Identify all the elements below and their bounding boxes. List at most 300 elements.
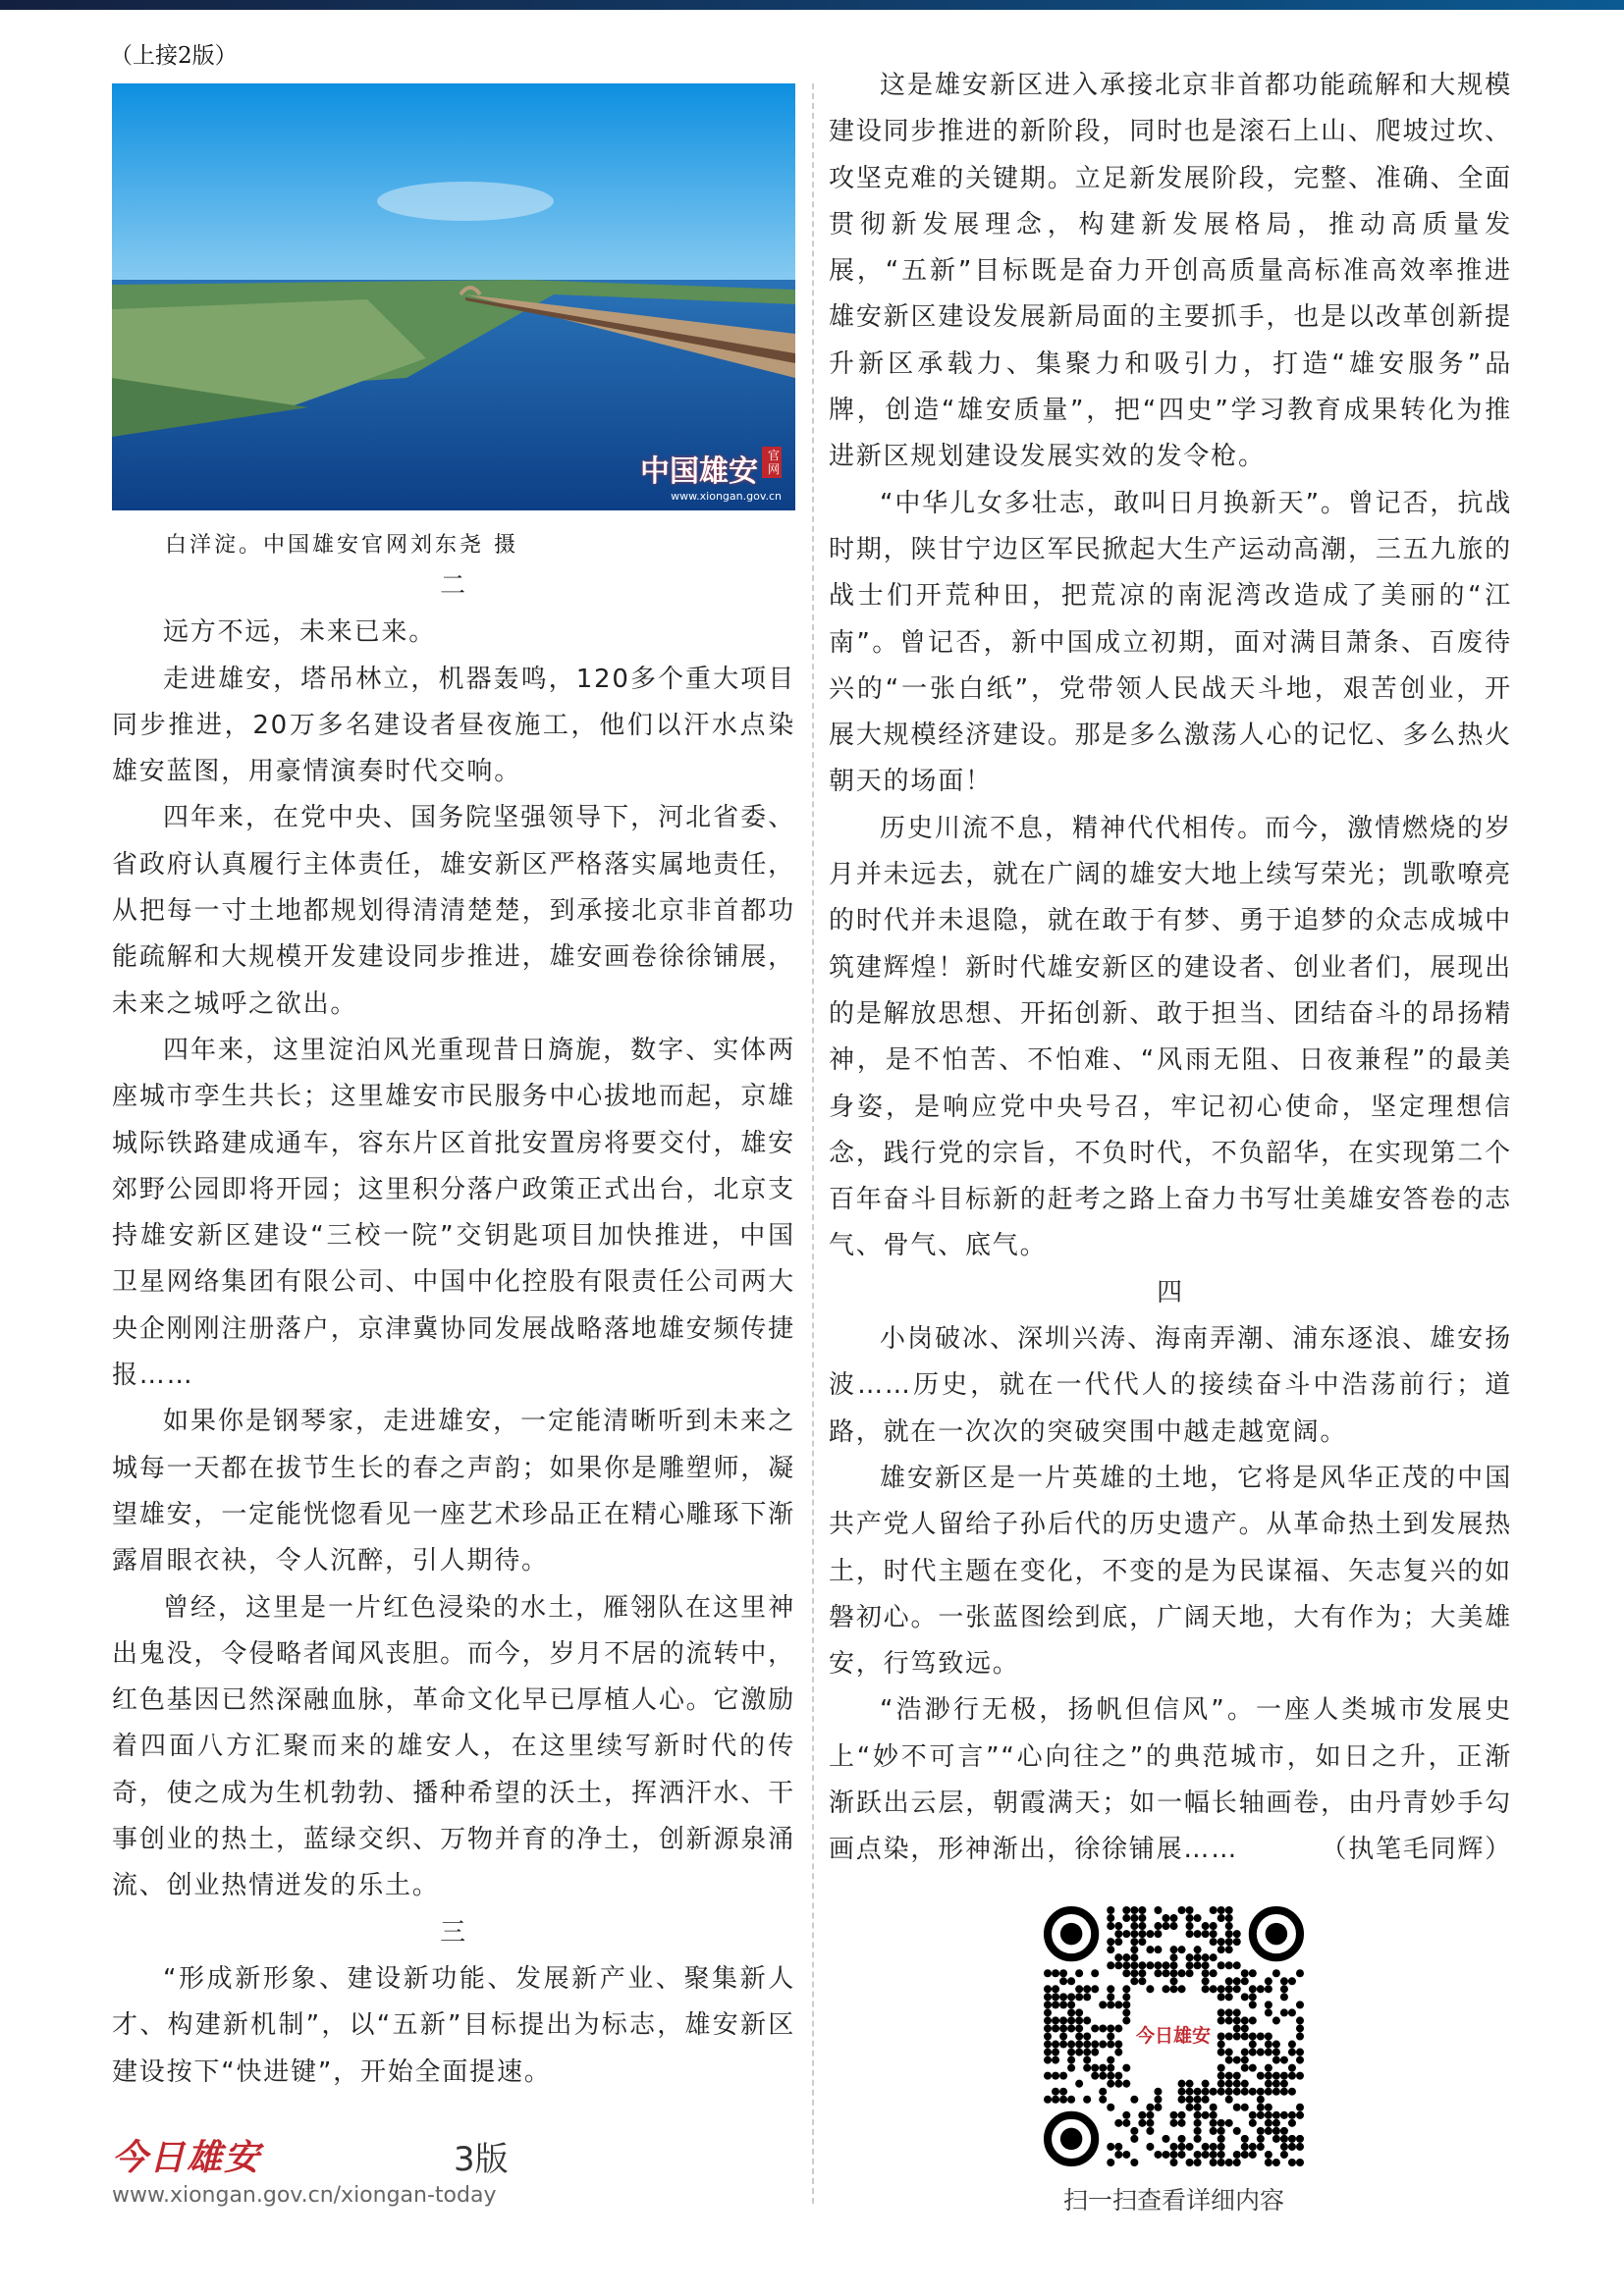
qr-module xyxy=(1154,1930,1162,1938)
qr-module xyxy=(1288,2064,1296,2072)
qr-module xyxy=(1114,2041,1122,2049)
qr-module xyxy=(1249,2111,1257,2119)
paragraph: “形成新形象、建设新功能、发展新产业、聚集新人才、构建新机制”，以“五新”目标提出为标志，雄安新区建设按下“快进键”，开始全面提速。 xyxy=(112,1963,795,2087)
qr-module xyxy=(1218,2041,1225,2049)
qr-module xyxy=(1280,1985,1288,1993)
qr-module xyxy=(1265,2119,1272,2127)
qr-module xyxy=(1194,2111,1202,2119)
qr-module xyxy=(1288,2049,1296,2056)
qr-module xyxy=(1169,1922,1177,1930)
qr-module xyxy=(1186,2159,1194,2166)
qr-module xyxy=(1225,1961,1233,1969)
qr-module xyxy=(1044,2016,1052,2024)
qr-module xyxy=(1218,1993,1225,2001)
qr-module xyxy=(1130,1914,1138,1922)
qr-module xyxy=(1233,2080,1241,2088)
qr-module xyxy=(1114,2024,1122,2032)
qr-module xyxy=(1225,1930,1233,1938)
qr-module xyxy=(1107,2024,1114,2032)
qr-module xyxy=(1265,2159,1272,2166)
qr-module xyxy=(1218,2119,1225,2127)
qr-module xyxy=(1044,2008,1052,2016)
qr-module xyxy=(1225,2072,1233,2080)
qr-module xyxy=(1059,2016,1067,2024)
qr-module xyxy=(1122,1985,1130,1993)
qr-module xyxy=(1138,2119,1146,2127)
qr-module xyxy=(1146,2127,1154,2135)
qr-module xyxy=(1202,1985,1210,1993)
qr-module xyxy=(1241,2056,1249,2064)
qr-module xyxy=(1099,2024,1107,2032)
qr-module xyxy=(1265,1977,1272,1985)
qr-module xyxy=(1218,1914,1225,1922)
qr-module xyxy=(1044,2041,1052,2049)
qr-module xyxy=(1146,1985,1154,1993)
qr-module xyxy=(1272,2056,1280,2064)
qr-module xyxy=(1257,2088,1265,2096)
website-url[interactable]: www.xiongan.gov.cn/xiongan-today xyxy=(112,2183,497,2208)
qr-module xyxy=(1225,2008,1233,2016)
qr-module xyxy=(1257,2127,1265,2135)
qr-module xyxy=(1107,2041,1114,2049)
newspaper-logo: 今日雄安 xyxy=(112,2137,262,2178)
qr-module xyxy=(1265,2001,1272,2008)
qr-module xyxy=(1114,2072,1122,2080)
qr-module xyxy=(1122,1961,1130,1969)
qr-module xyxy=(1162,1914,1169,1922)
qr-module xyxy=(1272,2111,1280,2119)
qr-module xyxy=(1138,1906,1146,1914)
qr-module xyxy=(1107,2064,1114,2072)
qr-module xyxy=(1296,2104,1304,2111)
paragraph xyxy=(829,1687,1512,1873)
qr-module xyxy=(1178,2119,1186,2127)
qr-module xyxy=(1067,2056,1075,2064)
qr-module xyxy=(1059,2024,1067,2032)
qr-module xyxy=(1107,1961,1114,1969)
qr-module xyxy=(1052,2096,1059,2104)
qr-module xyxy=(1178,2151,1186,2159)
qr-module xyxy=(1272,2088,1280,2096)
qr-module xyxy=(1067,2041,1075,2049)
qr-module xyxy=(1138,1969,1146,1977)
qr-module xyxy=(1218,2135,1225,2143)
qr-module xyxy=(1280,2008,1288,2016)
qr-module xyxy=(1202,2151,1210,2159)
qr-module xyxy=(1169,1985,1177,1993)
qr-module xyxy=(1210,2119,1218,2127)
qr-module xyxy=(1044,2001,1052,2008)
qr-module xyxy=(1178,2135,1186,2143)
qr-module xyxy=(1178,1969,1186,1977)
qr-module xyxy=(1099,2064,1107,2072)
paragraph: 小岗破冰、深圳兴涛、海南弄潮、浦东逐浪、雄安扬波……历史，就在一代代人的接续奋斗中浩荡前行；道路，就在一次次的突破突围中越走越宽阔。 xyxy=(829,1324,1512,1447)
qr-module xyxy=(1194,1930,1202,1938)
qr-module xyxy=(1288,2143,1296,2151)
qr-module xyxy=(1107,2159,1114,2166)
qr-module xyxy=(1067,1993,1075,2001)
qr-module xyxy=(1225,1922,1233,1930)
qr-module xyxy=(1052,2001,1059,2008)
section-heading-3: 三 xyxy=(440,1917,467,1948)
qr-module xyxy=(1059,1969,1067,1977)
qr-module xyxy=(1280,2151,1288,2159)
qr-module xyxy=(1241,2064,1249,2072)
qr-module xyxy=(1052,2016,1059,2024)
qr-module xyxy=(1107,2056,1114,2064)
qr-module xyxy=(1107,2072,1114,2080)
qr-module xyxy=(1162,1969,1169,1977)
article-left-column xyxy=(112,563,795,2096)
qr-module xyxy=(1202,2111,1210,2119)
qr-module xyxy=(1194,1914,1202,1922)
qr-module xyxy=(1059,2088,1067,2096)
qr-module xyxy=(1067,2049,1075,2056)
qr-module xyxy=(1169,1914,1177,1922)
qr-module xyxy=(1052,2041,1059,2049)
qr-module xyxy=(1249,1985,1257,1993)
paragraph: 走进雄安，塔吊林立，机器轰鸣，120多个重大项目同步推进，20万多名建设者昼夜施工，他们以汗水点染雄安蓝图，用豪情演奏时代交响。 xyxy=(112,664,795,787)
qr-module xyxy=(1186,1906,1194,1914)
qr-module xyxy=(1272,2135,1280,2143)
qr-module xyxy=(1044,2056,1052,2064)
qr-module xyxy=(1107,1914,1114,1922)
qr-module xyxy=(1218,2143,1225,2151)
qr-module xyxy=(1218,2049,1225,2056)
qr-module xyxy=(1296,2016,1304,2024)
qr-module xyxy=(1178,2080,1186,2088)
qr-module xyxy=(1067,2024,1075,2032)
qr-finder-dot xyxy=(1266,1923,1287,1945)
qr-module xyxy=(1169,1946,1177,1953)
qr-module xyxy=(1257,2111,1265,2119)
qr-module xyxy=(1296,2049,1304,2056)
qr-module xyxy=(1091,1969,1099,1977)
qr-module xyxy=(1130,1961,1138,1969)
qr-module xyxy=(1218,1938,1225,1946)
qr-module xyxy=(1075,2080,1083,2088)
qr-module xyxy=(1154,2104,1162,2111)
qr-code[interactable] xyxy=(1044,1906,1304,2166)
qr-module xyxy=(1154,1969,1162,1977)
qr-module xyxy=(1186,1953,1194,1961)
qr-module xyxy=(1265,2104,1272,2111)
paragraph-text: “浩渺行无极，扬帆但信风”。一座人类城市发展史上“妙不可言”“心向往之”的典范城市，如日之升，正渐渐跃出云层，朝霞满天；如一幅长轴画卷，由丹青妙手勾画点染，形神渐出，徐徐铺展…… xyxy=(829,1695,1512,1865)
qr-module xyxy=(1225,2056,1233,2064)
qr-module xyxy=(1257,2143,1265,2151)
paragraph: 曾经，这里是一片红色浸染的水土，雁翎队在这里神出鬼没，令侵略者闻风丧胆。而今，岁月不居的流转中，红色基因已然深融血脉，革命文化早已厚植人心。它激励着四面八方汇聚而来的雄安人，在这里续写新时代的传奇，使之成为生机勃勃、播种希望的沃土，挥洒汗水、干事创业的热土，蓝绿交织、万物并育的净土，创新源泉涌流、创业热情迸发的乐土。 xyxy=(112,1592,795,1901)
qr-module xyxy=(1099,2041,1107,2049)
baiyangdian-photo xyxy=(112,83,795,510)
qr-module xyxy=(1272,2119,1280,2127)
qr-module xyxy=(1249,2088,1257,2096)
qr-module xyxy=(1186,1914,1194,1922)
qr-module xyxy=(1194,2127,1202,2135)
qr-module xyxy=(1138,1938,1146,1946)
qr-module xyxy=(1083,2016,1091,2024)
qr-module xyxy=(1265,2088,1272,2096)
qr-module xyxy=(1241,2151,1249,2159)
qr-module xyxy=(1169,2119,1177,2127)
top-banner-bar xyxy=(0,0,1624,10)
qr-module xyxy=(1186,1969,1194,1977)
qr-module xyxy=(1059,2072,1067,2080)
qr-module xyxy=(1075,1993,1083,2001)
qr-module xyxy=(1241,2088,1249,2096)
qr-module xyxy=(1075,1969,1083,1977)
qr-module xyxy=(1075,2041,1083,2049)
qr-module xyxy=(1249,2016,1257,2024)
qr-module xyxy=(1162,2135,1169,2143)
qr-module xyxy=(1059,1977,1067,1985)
qr-module xyxy=(1225,2088,1233,2096)
qr-module xyxy=(1233,2016,1241,2024)
qr-module xyxy=(1249,2064,1257,2072)
qr-module xyxy=(1130,1946,1138,1953)
qr-module xyxy=(1225,2032,1233,2040)
qr-module xyxy=(1233,2032,1241,2040)
qr-module xyxy=(1130,1906,1138,1914)
qr-module xyxy=(1178,1985,1186,1993)
qr-module xyxy=(1091,2072,1099,2080)
qr-module xyxy=(1052,1985,1059,1993)
qr-module xyxy=(1265,2008,1272,2016)
qr-module xyxy=(1052,1993,1059,2001)
qr-module xyxy=(1091,2064,1099,2072)
qr-module xyxy=(1122,2080,1130,2088)
qr-module xyxy=(1091,2049,1099,2056)
qr-module xyxy=(1186,2088,1194,2096)
qr-module xyxy=(1288,2041,1296,2049)
qr-module xyxy=(1044,1993,1052,2001)
qr-module xyxy=(1218,2127,1225,2135)
qr-module xyxy=(1059,1993,1067,2001)
qr-module xyxy=(1265,2127,1272,2135)
qr-module xyxy=(1146,1946,1154,1953)
qr-module xyxy=(1130,1938,1138,1946)
qr-module xyxy=(1169,2111,1177,2119)
qr-module xyxy=(1210,2151,1218,2159)
qr-module xyxy=(1218,1946,1225,1953)
qr-module xyxy=(1225,2049,1233,2056)
qr-module xyxy=(1265,2080,1272,2088)
qr-module xyxy=(1241,2104,1249,2111)
qr-module xyxy=(1202,1961,1210,1969)
qr-module xyxy=(1233,1977,1241,1985)
qr-module xyxy=(1218,2032,1225,2040)
qr-module xyxy=(1067,1977,1075,1985)
qr-module xyxy=(1194,2135,1202,2143)
qr-module xyxy=(1083,1993,1091,2001)
qr-module xyxy=(1280,2127,1288,2135)
qr-module xyxy=(1210,1906,1218,1914)
qr-module xyxy=(1169,2143,1177,2151)
qr-module xyxy=(1257,2135,1265,2143)
qr-module xyxy=(1130,2096,1138,2104)
qr-module xyxy=(1272,1969,1280,1977)
qr-module xyxy=(1241,2080,1249,2088)
qr-module xyxy=(1130,1922,1138,1930)
qr-module xyxy=(1194,1953,1202,1961)
qr-module xyxy=(1146,2143,1154,2151)
qr-module xyxy=(1044,2032,1052,2040)
qr-module xyxy=(1210,1922,1218,1930)
paragraph: 如果你是钢琴家，走进雄安，一定能清晰听到未来之城每一天都在拔节生长的春之声韵；如果你是雕塑师，凝望雄安，一定能恍惚看见一座艺术珍品正在精心雕琢下渐露眉眼衣袂，令人沉醉，引人期待。 xyxy=(112,1407,795,1576)
qr-module xyxy=(1052,1969,1059,1977)
photo-caption: 白洋淀。中国雄安官网刘东尧 摄 xyxy=(165,533,518,558)
qr-module xyxy=(1067,2016,1075,2024)
qr-module xyxy=(1225,1906,1233,1914)
qr-module xyxy=(1154,1946,1162,1953)
qr-module xyxy=(1280,2080,1288,2088)
qr-module xyxy=(1296,2159,1304,2166)
qr-module xyxy=(1107,2143,1114,2151)
qr-module xyxy=(1186,2096,1194,2104)
qr-module xyxy=(1288,2008,1296,2016)
qr-module xyxy=(1186,2143,1194,2151)
qr-module xyxy=(1218,2080,1225,2088)
qr-module xyxy=(1107,2104,1114,2111)
qr-module xyxy=(1083,2041,1091,2049)
qr-module xyxy=(1288,1977,1296,1985)
qr-module xyxy=(1059,2001,1067,2008)
qr-module xyxy=(1218,2016,1225,2024)
qr-module xyxy=(1218,1906,1225,1914)
qr-module xyxy=(1272,2127,1280,2135)
qr-module xyxy=(1194,1961,1202,1969)
qr-module xyxy=(1233,1930,1241,1938)
qr-module xyxy=(1107,1946,1114,1953)
qr-module xyxy=(1154,1906,1162,1914)
qr-module xyxy=(1210,1938,1218,1946)
qr-module xyxy=(1107,2001,1114,2008)
qr-module xyxy=(1169,1969,1177,1977)
qr-module xyxy=(1225,2080,1233,2088)
qr-module xyxy=(1146,1961,1154,1969)
qr-module xyxy=(1178,2096,1186,2104)
qr-module xyxy=(1130,1977,1138,1985)
qr-module xyxy=(1241,2024,1249,2032)
qr-module xyxy=(1075,2016,1083,2024)
qr-module xyxy=(1107,1906,1114,1914)
qr-module xyxy=(1257,2049,1265,2056)
qr-module xyxy=(1210,2104,1218,2111)
qr-module xyxy=(1202,2088,1210,2096)
qr-module xyxy=(1122,2001,1130,2008)
qr-module xyxy=(1225,1977,1233,1985)
qr-module xyxy=(1146,2119,1154,2127)
qr-module xyxy=(1288,2135,1296,2143)
qr-module xyxy=(1225,2159,1233,2166)
qr-module xyxy=(1114,1922,1122,1930)
qr-module xyxy=(1288,2088,1296,2096)
article-right-column xyxy=(829,63,1512,1874)
paragraph: 雄安新区是一片英雄的土地，它将是风华正茂的中国共产党人留给子孙后代的历史遗产。从革命热土到发展热土，时代主题在变化，不变的是为民谋福、矢志复兴的如磐初心。一张蓝图绘到底，广阔天地，大有作为；大美雄安，行笃致远。 xyxy=(829,1463,1512,1680)
qr-module xyxy=(1194,2119,1202,2127)
qr-module xyxy=(1296,2001,1304,2008)
qr-module xyxy=(1257,2032,1265,2040)
qr-module xyxy=(1114,2151,1122,2159)
qr-module xyxy=(1186,1961,1194,1969)
qr-module xyxy=(1210,2088,1218,2096)
qr-module xyxy=(1280,1977,1288,1985)
qr-module xyxy=(1233,1985,1241,1993)
qr-module xyxy=(1296,2024,1304,2032)
qr-module xyxy=(1083,2096,1091,2104)
qr-module xyxy=(1044,2049,1052,2056)
qr-module xyxy=(1210,2127,1218,2135)
qr-module xyxy=(1114,2049,1122,2056)
qr-module xyxy=(1210,2143,1218,2151)
qr-module xyxy=(1122,2064,1130,2072)
qr-module xyxy=(1083,2049,1091,2056)
qr-module xyxy=(1107,2080,1114,2088)
qr-module xyxy=(1272,2016,1280,2024)
qr-module xyxy=(1233,2088,1241,2096)
qr-module xyxy=(1225,1993,1233,2001)
qr-module xyxy=(1202,2096,1210,2104)
qr-module xyxy=(1083,1985,1091,1993)
qr-module xyxy=(1225,2119,1233,2127)
qr-module xyxy=(1241,2016,1249,2024)
qr-module xyxy=(1154,1961,1162,1969)
qr-module xyxy=(1257,2104,1265,2111)
qr-module xyxy=(1114,2143,1122,2151)
qr-module xyxy=(1107,1922,1114,1930)
qr-module xyxy=(1059,2032,1067,2040)
qr-module xyxy=(1091,1985,1099,1993)
qr-module xyxy=(1107,1993,1114,2001)
qr-module xyxy=(1075,1985,1083,1993)
qr-module xyxy=(1218,1985,1225,1993)
column-divider xyxy=(812,83,814,2204)
qr-module xyxy=(1130,2135,1138,2143)
qr-module xyxy=(1130,1953,1138,1961)
qr-module xyxy=(1241,2135,1249,2143)
qr-module xyxy=(1178,2111,1186,2119)
section-heading-2: 二 xyxy=(440,571,467,601)
qr-module xyxy=(1107,2032,1114,2040)
section-heading-4: 四 xyxy=(1157,1277,1184,1308)
qr-module xyxy=(1194,2151,1202,2159)
qr-module xyxy=(1138,1914,1146,1922)
qr-module xyxy=(1296,2111,1304,2119)
qr-module xyxy=(1146,2104,1154,2111)
qr-module xyxy=(1186,2104,1194,2111)
qr-module xyxy=(1296,2056,1304,2064)
qr-module xyxy=(1067,2008,1075,2016)
qr-module xyxy=(1067,2096,1075,2104)
qr-module xyxy=(1122,2119,1130,2127)
qr-module xyxy=(1122,1953,1130,1961)
qr-module xyxy=(1241,1977,1249,1985)
qr-module xyxy=(1288,2072,1296,2080)
qr-module xyxy=(1114,1938,1122,1946)
qr-module xyxy=(1272,2159,1280,2166)
qr-module xyxy=(1099,2072,1107,2080)
qr-module xyxy=(1265,2111,1272,2119)
qr-module xyxy=(1178,1946,1186,1953)
qr-module xyxy=(1154,2151,1162,2159)
qr-module xyxy=(1280,1993,1288,2001)
qr-module xyxy=(1052,2024,1059,2032)
qr-module xyxy=(1249,2001,1257,2008)
qr-module xyxy=(1091,2024,1099,2032)
qr-module xyxy=(1233,2072,1241,2080)
qr-module xyxy=(1233,1938,1241,1946)
qr-finder-dot xyxy=(1060,2128,1082,2150)
qr-module xyxy=(1265,2151,1272,2159)
